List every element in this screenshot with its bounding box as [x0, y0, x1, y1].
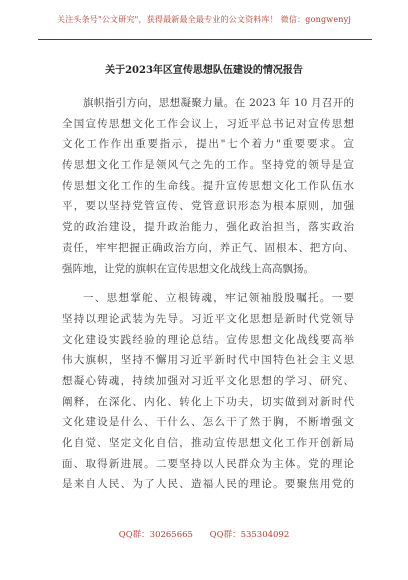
paragraph-line: 一、思想掌舵、立根铸魂，牢记领袖殷殷嘱托。一要 — [83, 292, 354, 305]
paragraph-line: 坚持以理论武装为先导。习近平文化思想是新时代党领导 — [62, 312, 354, 325]
paragraph-line: 平，要以坚持党管宣传、党管意识形态为根本原则，加强 — [62, 200, 354, 213]
paragraph-line: 面、取得新进展。二要坚持以人民群众为主体。党的理论 — [62, 457, 354, 470]
document-body — [62, 93, 354, 495]
paragraph-2 — [62, 288, 354, 495]
document-title: 关于2023年区宣传思想队伍建设的情况报告 — [105, 65, 303, 76]
paragraph-line: 是来自人民、为了人民、造福人民的理论。要聚焦用党的 — [62, 478, 354, 491]
paragraph-line: 想凝心铸魂，持续加强对习近平文化思想的学习、研究、 — [62, 374, 354, 387]
footer-qq-group-2: QQ群：535304092 — [209, 530, 290, 540]
paragraph-line: 文化建设实践经验的理论总结。宣传思想文化战线要高举 — [62, 333, 354, 346]
paragraph-line: 文化建设是什么、干什么、怎么干了然于胸，不断增强文 — [62, 416, 354, 429]
paragraph-1 — [62, 93, 354, 279]
paragraph-line: 强阵地，让党的旗帜在宣传思想文化战线上高高飘扬。 — [62, 262, 314, 275]
footer-qq-group-1: QQ群：30265665 — [118, 530, 193, 540]
paragraph-line: 阐释，在深化、内化、转化上下功夫，切实做到对新时代 — [62, 395, 354, 408]
paragraph-line: 化自觉、坚定文化自信，推动宣传思想文化工作开创新局 — [62, 437, 354, 449]
paragraph-gap — [62, 279, 354, 288]
paragraph-line: 全国宣传思想文化工作会议上，习近平总书记对宣传思想 — [62, 117, 354, 130]
paragraph-line: 文化工作作出重要指示，提出"七个着力"重要要求。宣 — [62, 138, 354, 151]
paragraph-line: 责任，牢牢把握正确政治方向，养正气、固根本、把方向、 — [62, 241, 354, 254]
paragraph-line: 党的政治建设，提升政治能力，强化政治担当，落实政治 — [62, 221, 354, 234]
paragraph-line: 传思想文化工作的生命线。提升宣传思想文化工作队伍水 — [62, 179, 354, 192]
paragraph-line: 伟大旗帜，坚持不懈用习近平新时代中国特色社会主义思 — [62, 354, 354, 367]
paragraph-line: 传思想文化工作是领风气之先的工作。坚持党的领导是宣 — [62, 159, 354, 172]
header-divider — [38, 39, 372, 40]
paragraph-line: 旗帜指引方向，思想凝聚力量。在 2023 年 10 月召开的 — [83, 97, 354, 109]
header-note: 关注头条号"公文研究"，获得最新最全最专业的公文资料库！ 微信：gongwenyj — [56, 15, 352, 24]
footer-contacts — [0, 528, 408, 540]
